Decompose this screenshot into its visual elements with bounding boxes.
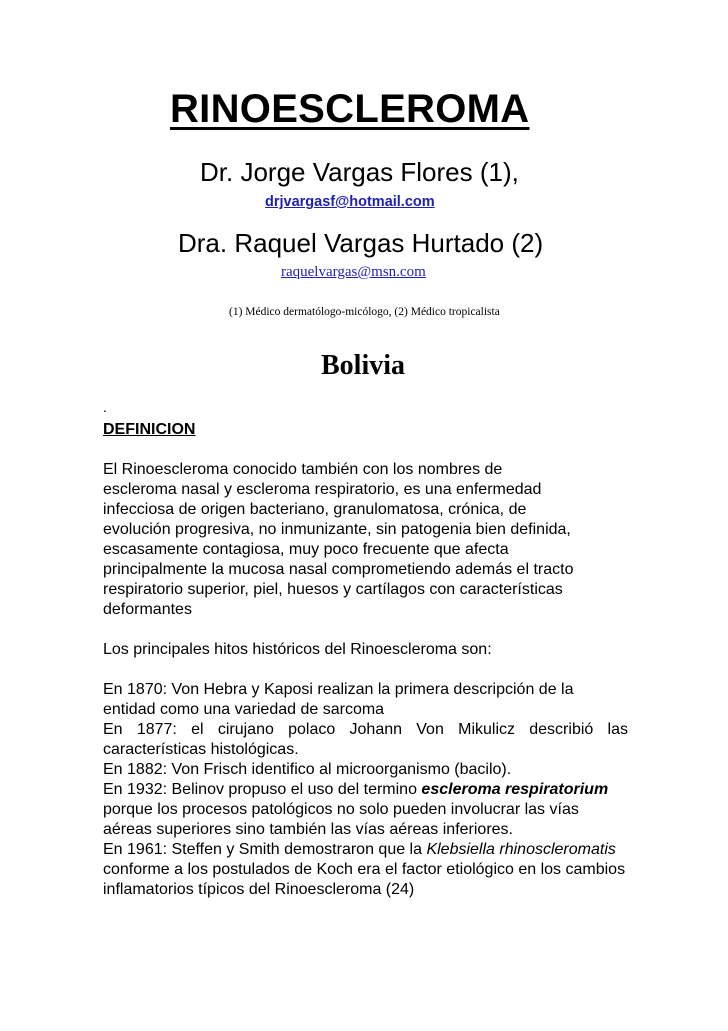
term-klebsiella: Klebsiella rhinoscleromatis: [426, 841, 616, 858]
history-item-1870: En 1870: Von Hebra y Kaposi realizan la primera descripción de la entidad como una variedad de sarcoma: [103, 681, 574, 718]
history-item-1882: En 1882: Von Frisch identifico al microorganismo (bacilo).: [103, 761, 512, 778]
definition-line: escasamente contagiosa, muy poco frecuente que afecta: [103, 541, 509, 558]
country-heading: Bolivia: [321, 350, 406, 381]
stray-dot: .: [103, 399, 107, 415]
author-1: Dr. Jorge Vargas Flores (1),: [200, 157, 519, 187]
history-1961-text-b: conforme a los postulados de Koch era el factor etiológico en los cambios inflamatorios típicos del Rinoescleroma (24): [103, 861, 626, 898]
document-title: RINOESCLEROMA: [170, 87, 530, 131]
definition-line: evolución progresiva, no inmunizante, sin patogenia bien definida,: [103, 521, 571, 538]
history-list: [103, 680, 628, 900]
history-1932-text-b: porque los procesos patológicos no solo pueden involucrar las vías aéreas superiores sino también las vías aéreas inferiores.: [103, 801, 579, 838]
definition-line: principalmente la mucosa nasal comprometiendo además el tracto: [103, 561, 574, 578]
history-item-1877: En 1877: el cirujano polaco Johann Von Mikulicz describió las características histológicas.: [103, 721, 628, 758]
definition-paragraph: [103, 460, 628, 620]
definition-line: El Rinoescleroma conocido también con los nombres de: [103, 461, 503, 478]
history-intro: Los principales hitos históricos del Rinoescleroma son:: [103, 641, 492, 658]
definition-line: respiratorio superior, piel, huesos y cartílagos con características: [103, 581, 563, 598]
term-escleroma-respiratorium: escleroma respiratorium: [421, 781, 609, 798]
definition-line: escleroma nasal y escleroma respiratorio, es una enfermedad: [103, 481, 542, 498]
affiliations: (1) Médico dermatólogo-micólogo, (2) Médico tropicalista: [229, 306, 500, 318]
history-1932-text-a: En 1932: Belinov propuso el uso del termino: [103, 781, 422, 798]
author-1-email-link[interactable]: drjvargasf@hotmail.com: [265, 194, 435, 210]
author-2: Dra. Raquel Vargas Hurtado (2): [178, 228, 544, 258]
section-heading-definicion: DEFINICION: [103, 421, 196, 438]
history-1961-text-a: En 1961: Steffen y Smith demostraron que la: [103, 841, 427, 858]
definition-line: infecciosa de origen bacteriano, granulomatosa, crónica, de: [103, 501, 527, 518]
definition-line: deformantes: [103, 601, 192, 618]
history-item-1961: [103, 840, 628, 900]
history-item-1932: [103, 780, 628, 840]
author-2-email-link[interactable]: raquelvargas@msn.com: [281, 264, 426, 280]
